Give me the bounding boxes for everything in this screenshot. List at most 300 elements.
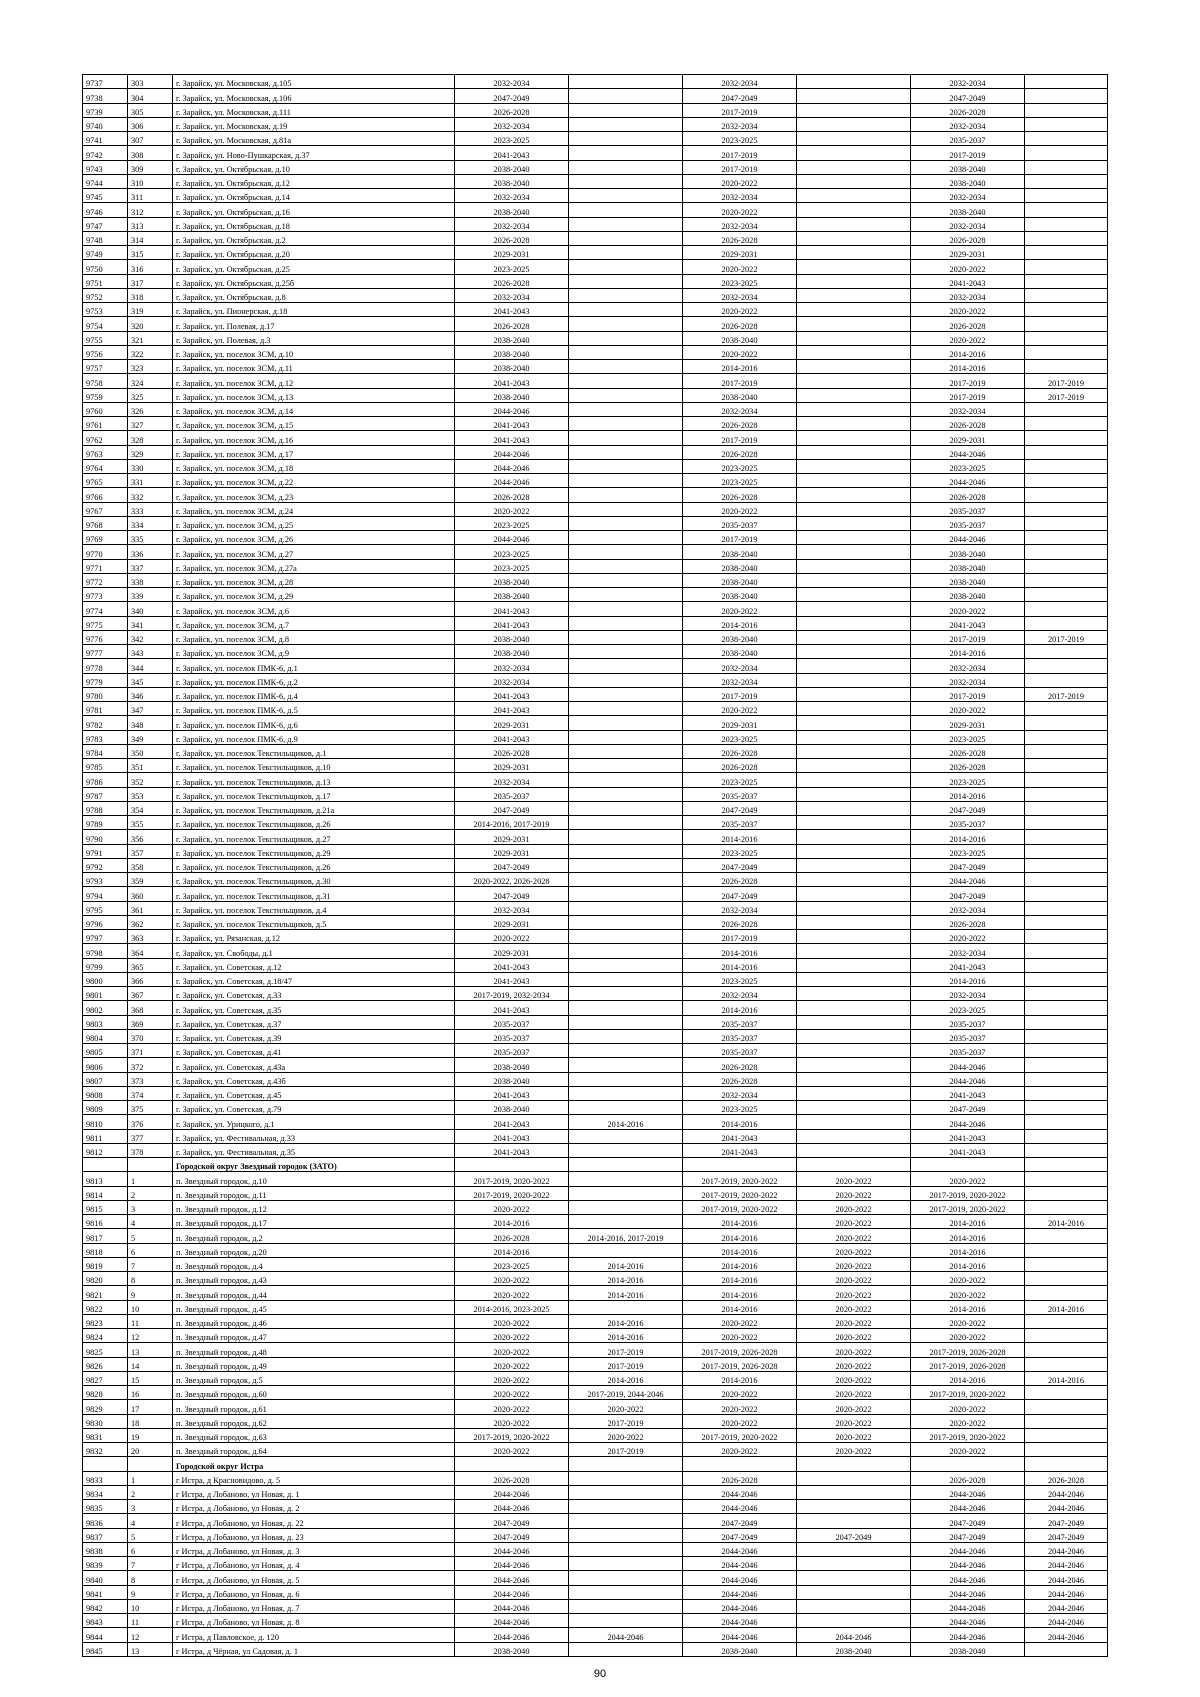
period-cell-4: 2020-2022 [797, 1400, 911, 1414]
period-cell-2 [569, 103, 683, 117]
address-cell: п. Звездный городок, д.49 [173, 1357, 455, 1371]
period-cell-3: 2023-2025 [683, 773, 797, 787]
period-cell-3: 2014-2016 [683, 1243, 797, 1257]
period-cell-2 [569, 573, 683, 587]
period-cell-6 [1025, 1143, 1108, 1157]
period-cell-2 [569, 1158, 683, 1172]
period-cell-1: 2038-2040 [455, 174, 569, 188]
registry-number-cell: 9756 [83, 345, 128, 359]
period-cell-2 [569, 816, 683, 830]
period-cell-2 [569, 930, 683, 944]
registry-number-cell: 9759 [83, 388, 128, 402]
period-cell-1: 2038-2040 [455, 345, 569, 359]
address-cell: п. Звездный городок, д.63 [173, 1428, 455, 1442]
period-cell-3: 2020-2022 [683, 174, 797, 188]
table-row [83, 559, 1108, 573]
table-row [83, 459, 1108, 473]
period-cell-2 [569, 545, 683, 559]
registry-number-cell: 9769 [83, 531, 128, 545]
address-cell: г. Зарайск, ул. поселок ПМК-6, д.2 [173, 673, 455, 687]
period-cell-4 [797, 744, 911, 758]
table-row [83, 673, 1108, 687]
table-row [83, 787, 1108, 801]
period-cell-5: 2029-2031 [911, 716, 1025, 730]
period-cell-1: 2041-2043 [455, 972, 569, 986]
period-cell-4 [797, 1044, 911, 1058]
period-cell-6: 2044-2046 [1025, 1614, 1108, 1628]
address-cell: г Истра, д Лобаново, ул Новая, д. 22 [173, 1514, 455, 1528]
address-cell: г. Зарайск, ул. поселок Текстильщиков, д.26 [173, 816, 455, 830]
table-row [83, 1101, 1108, 1115]
period-cell-1: 2032-2034 [455, 75, 569, 89]
address-cell: г. Зарайск, ул. поселок Текстильщиков, д.1 [173, 744, 455, 758]
period-cell-4: 2020-2022 [797, 1357, 911, 1371]
address-cell: п. Звездный городок, д.11 [173, 1186, 455, 1200]
table-row [83, 1599, 1108, 1613]
address-cell: п. Звездный городок, д.64 [173, 1443, 455, 1457]
period-cell-2 [569, 987, 683, 1001]
local-number-cell: 17 [128, 1400, 173, 1414]
period-cell-2 [569, 1143, 683, 1157]
period-cell-5: 2020-2022 [911, 303, 1025, 317]
period-cell-4 [797, 645, 911, 659]
address-cell: г. Зарайск, ул. Октябрьская, д.10 [173, 160, 455, 174]
period-cell-5: 2029-2031 [911, 431, 1025, 445]
period-cell-3: 2020-2022 [683, 203, 797, 217]
period-cell-3: 2014-2016 [683, 1272, 797, 1286]
period-cell-2 [569, 1172, 683, 1186]
period-cell-3: 2020-2022 [683, 502, 797, 516]
period-cell-1: 2047-2049 [455, 89, 569, 103]
local-number-cell: 327 [128, 417, 173, 431]
period-cell-6 [1025, 360, 1108, 374]
registry-number-cell: 9814 [83, 1186, 128, 1200]
period-cell-6 [1025, 474, 1108, 488]
address-cell: г Истра, д Лобаново, ул Новая, д. 23 [173, 1528, 455, 1542]
local-number-cell: 315 [128, 246, 173, 260]
address-cell: г. Зарайск, ул. Октябрьская, д.16 [173, 203, 455, 217]
period-cell-4 [797, 331, 911, 345]
period-cell-6 [1025, 1443, 1108, 1457]
table-row [83, 345, 1108, 359]
local-number-cell: 322 [128, 345, 173, 359]
registry-number-cell: 9831 [83, 1428, 128, 1442]
local-number-cell: 4 [128, 1514, 173, 1528]
registry-number-cell: 9760 [83, 402, 128, 416]
registry-number-cell: 9792 [83, 858, 128, 872]
period-cell-2 [569, 559, 683, 573]
period-cell-3: 2023-2025 [683, 132, 797, 146]
period-cell-6: 2044-2046 [1025, 1628, 1108, 1642]
table-row [83, 915, 1108, 929]
table-row [83, 1143, 1108, 1157]
period-cell-2 [569, 1642, 683, 1656]
registry-number-cell: 9749 [83, 246, 128, 260]
local-number-cell: 329 [128, 445, 173, 459]
address-cell: г. Зарайск, ул. Октябрьская, д.25 [173, 260, 455, 274]
registry-number-cell: 9825 [83, 1343, 128, 1357]
registry-number-cell: 9771 [83, 559, 128, 573]
table-row [83, 930, 1108, 944]
period-cell-2 [569, 331, 683, 345]
period-cell-5: 2032-2034 [911, 673, 1025, 687]
period-cell-4 [797, 75, 911, 89]
registry-number-cell: 9806 [83, 1058, 128, 1072]
local-number-cell: 5 [128, 1229, 173, 1243]
period-cell-4 [797, 1571, 911, 1585]
period-cell-6 [1025, 516, 1108, 530]
period-cell-4 [797, 317, 911, 331]
period-cell-6 [1025, 303, 1108, 317]
period-cell-6 [1025, 1314, 1108, 1328]
period-cell-2 [569, 1072, 683, 1086]
period-cell-3: 2014-2016 [683, 1286, 797, 1300]
registry-number-cell: 9788 [83, 801, 128, 815]
registry-number-cell: 9763 [83, 445, 128, 459]
period-cell-5: 2032-2034 [911, 117, 1025, 131]
table-row [83, 431, 1108, 445]
local-number-cell: 306 [128, 117, 173, 131]
table-row [83, 260, 1108, 274]
address-cell: г. Зарайск, ул. поселок ПМК-6, д.4 [173, 687, 455, 701]
period-cell-4: 2020-2022 [797, 1386, 911, 1400]
period-cell-6 [1025, 1642, 1108, 1656]
address-cell: г. Зарайск, ул. Советская, д.43а [173, 1058, 455, 1072]
period-cell-6 [1025, 616, 1108, 630]
local-number-cell: 357 [128, 844, 173, 858]
period-cell-1: 2038-2040 [455, 1642, 569, 1656]
period-cell-2 [569, 117, 683, 131]
period-cell-5: 2020-2022 [911, 930, 1025, 944]
period-cell-6 [1025, 1229, 1108, 1243]
period-cell-3: 2044-2046 [683, 1571, 797, 1585]
period-cell-4 [797, 602, 911, 616]
local-number-cell: 9 [128, 1585, 173, 1599]
period-cell-1: 2047-2049 [455, 801, 569, 815]
local-number-cell: 367 [128, 987, 173, 1001]
address-cell: г. Зарайск, ул. поселок ЗСМ, д.22 [173, 474, 455, 488]
period-cell-5: 2026-2028 [911, 417, 1025, 431]
period-cell-6 [1025, 972, 1108, 986]
period-cell-6 [1025, 659, 1108, 673]
local-number-cell: 348 [128, 716, 173, 730]
registry-number-cell: 9762 [83, 431, 128, 445]
period-cell-5: 2026-2028 [911, 103, 1025, 117]
local-number-cell: 8 [128, 1272, 173, 1286]
registry-number-cell: 9821 [83, 1286, 128, 1300]
table-row [83, 1400, 1108, 1414]
registry-number-cell: 9742 [83, 146, 128, 160]
period-cell-3: 2026-2028 [683, 317, 797, 331]
address-cell: п. Звездный городок, д.12 [173, 1200, 455, 1214]
address-cell: г. Зарайск, ул. Советская, д.43б [173, 1072, 455, 1086]
period-cell-1: 2017-2019, 2020-2022 [455, 1428, 569, 1442]
period-cell-3: 2035-2037 [683, 516, 797, 530]
section-header-row [83, 1457, 1108, 1471]
period-cell-5 [911, 1457, 1025, 1471]
table-row [83, 174, 1108, 188]
period-cell-6: 2047-2049 [1025, 1528, 1108, 1542]
registry-number-cell: 9802 [83, 1001, 128, 1015]
period-cell-1: 2041-2043 [455, 687, 569, 701]
period-cell-4 [797, 687, 911, 701]
period-cell-5: 2020-2022 [911, 702, 1025, 716]
local-number-cell: 353 [128, 787, 173, 801]
period-cell-1: 2038-2040 [455, 1101, 569, 1115]
period-cell-3: 2035-2037 [683, 1029, 797, 1043]
period-cell-1: 2026-2028 [455, 317, 569, 331]
registry-number-cell: 9752 [83, 288, 128, 302]
period-cell-2 [569, 1599, 683, 1613]
address-cell: п. Звездный городок, д.5 [173, 1371, 455, 1385]
period-cell-4 [797, 1001, 911, 1015]
period-cell-4 [797, 1072, 911, 1086]
period-cell-6: 2044-2046 [1025, 1599, 1108, 1613]
period-cell-2: 2017-2019, 2044-2046 [569, 1386, 683, 1400]
period-cell-3: 2014-2016 [683, 1001, 797, 1015]
period-cell-3: 2026-2028 [683, 417, 797, 431]
address-cell: г. Зарайск, ул. поселок ЗСМ, д.10 [173, 345, 455, 359]
period-cell-2 [569, 915, 683, 929]
registry-number-cell: 9839 [83, 1557, 128, 1571]
period-cell-4 [797, 274, 911, 288]
period-cell-5: 2038-2040 [911, 174, 1025, 188]
period-cell-2 [569, 801, 683, 815]
registry-number-cell: 9776 [83, 630, 128, 644]
period-cell-5: 2026-2028 [911, 1471, 1025, 1485]
registry-number-cell: 9781 [83, 702, 128, 716]
period-cell-1: 2044-2046 [455, 1599, 569, 1613]
period-cell-1: 2044-2046 [455, 1571, 569, 1585]
period-cell-1: 2020-2022 [455, 1329, 569, 1343]
period-cell-2 [569, 844, 683, 858]
period-cell-4 [797, 132, 911, 146]
period-cell-4 [797, 887, 911, 901]
period-cell-6 [1025, 816, 1108, 830]
local-number-cell: 318 [128, 288, 173, 302]
address-cell: п. Звездный городок, д.17 [173, 1215, 455, 1229]
registry-number-cell: 9820 [83, 1272, 128, 1286]
period-cell-2 [569, 402, 683, 416]
address-cell: г. Зарайск, ул. поселок Текстильщиков, д.21а [173, 801, 455, 815]
period-cell-5: 2047-2049 [911, 1528, 1025, 1542]
period-cell-6: 2014-2016 [1025, 1300, 1108, 1314]
period-cell-1: 2047-2049 [455, 858, 569, 872]
period-cell-2 [569, 260, 683, 274]
local-number-cell: 321 [128, 331, 173, 345]
period-cell-2: 2017-2019 [569, 1357, 683, 1371]
period-cell-1: 2041-2043 [455, 602, 569, 616]
period-cell-2: 2014-2016, 2017-2019 [569, 1229, 683, 1243]
local-number-cell: 1 [128, 1471, 173, 1485]
period-cell-4 [797, 716, 911, 730]
period-cell-4 [797, 787, 911, 801]
registry-number-cell: 9789 [83, 816, 128, 830]
table-row [83, 1471, 1108, 1485]
period-cell-6 [1025, 246, 1108, 260]
period-cell-3: 2017-2019, 2020-2022 [683, 1172, 797, 1186]
period-cell-6 [1025, 944, 1108, 958]
local-number-cell: 12 [128, 1628, 173, 1642]
period-cell-5: 2047-2049 [911, 89, 1025, 103]
registry-number-cell: 9770 [83, 545, 128, 559]
period-cell-5: 2014-2016 [911, 1229, 1025, 1243]
registry-number-cell: 9739 [83, 103, 128, 117]
period-cell-4 [797, 830, 911, 844]
local-number-cell: 361 [128, 901, 173, 915]
table-row [83, 1129, 1108, 1143]
registry-number-cell: 9777 [83, 645, 128, 659]
period-cell-2 [569, 488, 683, 502]
table-row [83, 103, 1108, 117]
address-cell: г. Зарайск, ул. Свободы, д.1 [173, 944, 455, 958]
address-cell: г. Зарайск, ул. поселок Текстильщиков, д.4 [173, 901, 455, 915]
period-cell-3: 2044-2046 [683, 1614, 797, 1628]
period-cell-2: 2044-2046 [569, 1628, 683, 1642]
table-row [83, 402, 1108, 416]
table-row [83, 1557, 1108, 1571]
table-row [83, 1343, 1108, 1357]
registry-number-cell: 9740 [83, 117, 128, 131]
period-cell-1: 2014-2016, 2023-2025 [455, 1300, 569, 1314]
registry-number-cell: 9741 [83, 132, 128, 146]
address-cell: г Истра, д Чёрная, ул Садовая, д. 1 [173, 1642, 455, 1656]
period-cell-3: 2017-2019 [683, 431, 797, 445]
address-cell: г. Зарайск, ул. поселок ЗСМ, д.27 [173, 545, 455, 559]
table-row [83, 1058, 1108, 1072]
period-cell-5: 2026-2028 [911, 231, 1025, 245]
registry-number-cell: 9804 [83, 1029, 128, 1043]
period-cell-2 [569, 89, 683, 103]
period-cell-6 [1025, 1400, 1108, 1414]
period-cell-2: 2014-2016 [569, 1286, 683, 1300]
registry-number-cell: 9829 [83, 1400, 128, 1414]
period-cell-2 [569, 231, 683, 245]
period-cell-5 [911, 1158, 1025, 1172]
address-cell: г. Зарайск, ул. Октябрьская, д.2 [173, 231, 455, 245]
table-row [83, 217, 1108, 231]
address-cell: г. Зарайск, ул. Рязанская, д.12 [173, 930, 455, 944]
period-cell-4 [797, 972, 911, 986]
local-number-cell: 352 [128, 773, 173, 787]
period-cell-4 [797, 1115, 911, 1129]
period-cell-5: 2020-2022 [911, 1286, 1025, 1300]
address-cell: г. Зарайск, ул. поселок Текстильщиков, д.27 [173, 830, 455, 844]
period-cell-2 [569, 687, 683, 701]
period-cell-3: 2038-2040 [683, 331, 797, 345]
registry-number-cell: 9755 [83, 331, 128, 345]
period-cell-6: 2017-2019 [1025, 687, 1108, 701]
period-cell-5: 2044-2046 [911, 1628, 1025, 1642]
period-cell-2 [569, 759, 683, 773]
table-row [83, 573, 1108, 587]
period-cell-4 [797, 673, 911, 687]
local-number-cell: 18 [128, 1414, 173, 1428]
local-number-cell: 360 [128, 887, 173, 901]
local-number-cell: 303 [128, 75, 173, 89]
period-cell-6 [1025, 417, 1108, 431]
period-cell-2 [569, 1086, 683, 1100]
period-cell-5: 2044-2046 [911, 1557, 1025, 1571]
period-cell-2 [569, 901, 683, 915]
period-cell-2 [569, 203, 683, 217]
period-cell-6 [1025, 1058, 1108, 1072]
registry-number-cell: 9808 [83, 1086, 128, 1100]
table-row [83, 1542, 1108, 1556]
table-row [83, 1485, 1108, 1499]
period-cell-4 [797, 146, 911, 160]
period-cell-2 [569, 630, 683, 644]
registry-number-cell: 9830 [83, 1414, 128, 1428]
period-cell-4 [797, 915, 911, 929]
period-cell-5: 2044-2046 [911, 1542, 1025, 1556]
registry-number-cell: 9745 [83, 189, 128, 203]
table-row [83, 1115, 1108, 1129]
table-row [83, 873, 1108, 887]
period-cell-4 [797, 360, 911, 374]
period-cell-4 [797, 1514, 911, 1528]
local-number-cell: 20 [128, 1443, 173, 1457]
period-cell-3: 2023-2025 [683, 459, 797, 473]
address-cell: г. Зарайск, ул. поселок ЗСМ, д.27а [173, 559, 455, 573]
address-cell: г Истра, д Красновидово, д. 5 [173, 1471, 455, 1485]
period-cell-1: 2047-2049 [455, 1528, 569, 1542]
period-cell-4: 2044-2046 [797, 1628, 911, 1642]
period-cell-3: 2014-2016 [683, 944, 797, 958]
period-cell-6 [1025, 716, 1108, 730]
period-cell-4 [797, 217, 911, 231]
period-cell-3: 2014-2016 [683, 1215, 797, 1229]
period-cell-5: 2044-2046 [911, 1115, 1025, 1129]
period-cell-2 [569, 1485, 683, 1499]
period-cell-3: 2029-2031 [683, 246, 797, 260]
address-cell: г. Зарайск, ул. поселок Текстильщиков, д.17 [173, 787, 455, 801]
period-cell-5: 2020-2022 [911, 1443, 1025, 1457]
local-number-cell: 304 [128, 89, 173, 103]
period-cell-4: 2020-2022 [797, 1243, 911, 1257]
period-cell-3: 2026-2028 [683, 1471, 797, 1485]
period-cell-3: 2023-2025 [683, 274, 797, 288]
registry-number-cell: 9775 [83, 616, 128, 630]
period-cell-4 [797, 189, 911, 203]
period-cell-1: 2020-2022 [455, 1443, 569, 1457]
period-cell-4 [797, 1471, 911, 1485]
period-cell-2 [569, 1585, 683, 1599]
period-cell-5: 2014-2016 [911, 645, 1025, 659]
table-row [83, 545, 1108, 559]
table-row [83, 1386, 1108, 1400]
period-cell-1: 2026-2028 [455, 1471, 569, 1485]
address-cell: г. Зарайск, ул. Советская, д.39 [173, 1029, 455, 1043]
period-cell-1: 2041-2043 [455, 1001, 569, 1015]
period-cell-4: 2020-2022 [797, 1172, 911, 1186]
period-cell-4 [797, 616, 911, 630]
period-cell-2 [569, 645, 683, 659]
table-row [83, 759, 1108, 773]
period-cell-5: 2041-2043 [911, 1129, 1025, 1143]
table-row [83, 702, 1108, 716]
table-row [83, 1585, 1108, 1599]
period-cell-4 [797, 659, 911, 673]
period-cell-4 [797, 474, 911, 488]
period-cell-6 [1025, 702, 1108, 716]
registry-number-cell: 9780 [83, 687, 128, 701]
period-cell-1: 2038-2040 [455, 630, 569, 644]
period-cell-5: 2032-2034 [911, 189, 1025, 203]
registry-number-cell: 9833 [83, 1471, 128, 1485]
local-number-cell: 341 [128, 616, 173, 630]
local-number-cell [128, 1158, 173, 1172]
